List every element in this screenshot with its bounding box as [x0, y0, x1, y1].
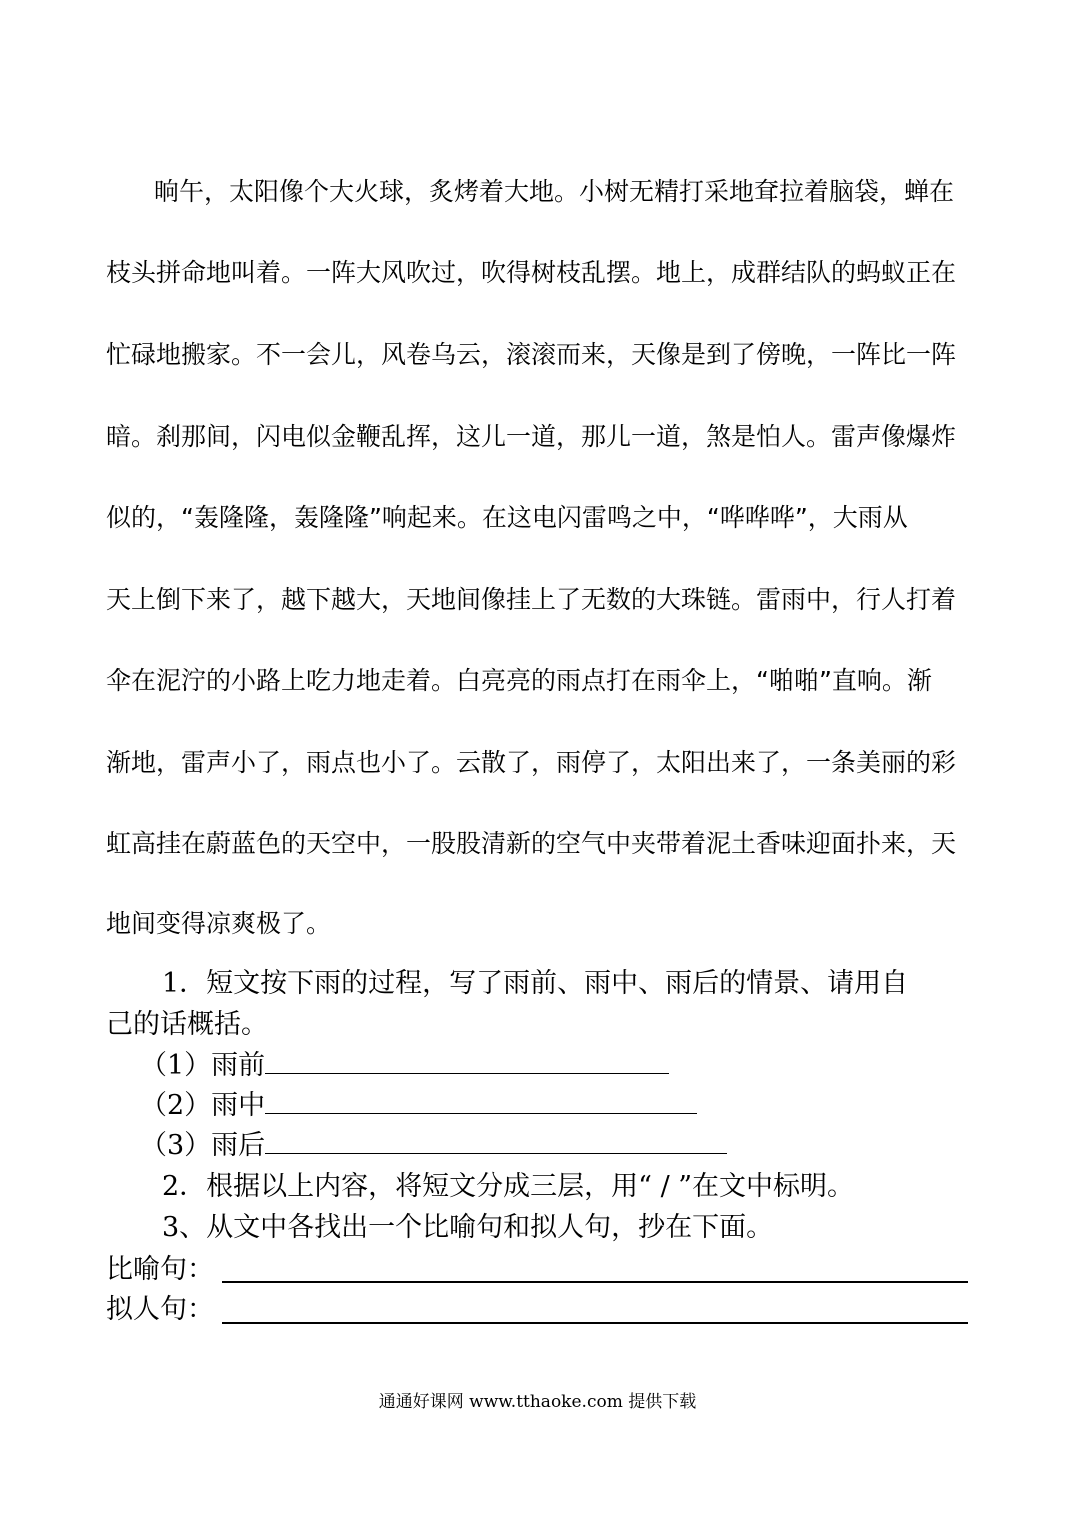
passage-line: 晌午，太阳像个大火球，炙烤着大地。小树无精打采地耷拉着脑袋，蝉在 — [154, 177, 955, 206]
passage-line: 渐地，雷声小了，雨点也小了。云散了，雨停了，太阳出来了，一条美丽的彩 — [106, 748, 957, 777]
personification-label: 拟人句： — [106, 1294, 214, 1325]
sub-2-label: （2）雨中 — [140, 1090, 266, 1121]
passage-line: 暗。刹那间，闪电似金鞭乱挥，这儿一道，那儿一道，煞是怕人。雷声像爆炸 — [106, 422, 957, 451]
answer-blank-before-rain[interactable] — [265, 1051, 669, 1074]
question-2: 2．根据以上内容，将短文分成三层，用“ / ”在文中标明。 — [162, 1171, 855, 1202]
question-1-sub-2 — [140, 1087, 697, 1125]
passage-line: 似的，“轰隆隆，轰隆隆”响起来。在这电闪雷鸣之中，“哗哗哗”，大雨从 — [106, 503, 908, 532]
passage-line: 地间变得凉爽极了。 — [106, 909, 332, 938]
passage-line: 天上倒下来了，越下越大，天地间像挂上了无数的大珠链。雷雨中，行人打着 — [106, 585, 957, 614]
passage-line: 枝头拼命地叫着。一阵大风吹过，吹得树枝乱摆。地上，成群结队的蚂蚁正在 — [106, 258, 957, 287]
sub-1-label: （1）雨前 — [140, 1050, 266, 1081]
question-1-sub-3 — [140, 1127, 727, 1165]
sub-3-label: （3）雨后 — [140, 1130, 266, 1161]
question-1-line-1: 1．短文按下雨的过程，写了雨前、雨中、雨后的情景、请用自 — [162, 968, 909, 999]
simile-answer-line[interactable] — [222, 1281, 968, 1283]
footer-text: 通通好课网 www.tthaoke.com 提供下载 — [378, 1392, 697, 1412]
passage-line: 虹高挂在蔚蓝色的天空中，一股股清新的空气中夹带着泥土香味迎面扑来，天 — [106, 829, 957, 858]
question-1-line-2: 己的话概括。 — [106, 1009, 268, 1040]
passage-line: 伞在泥泞的小路上吃力地走着。白亮亮的雨点打在雨伞上，“啪啪”直响。渐 — [106, 666, 932, 695]
answer-blank-during-rain[interactable] — [265, 1091, 697, 1114]
answer-blank-after-rain[interactable] — [265, 1131, 727, 1154]
simile-label: 比喻句： — [106, 1254, 214, 1285]
passage-line: 忙碌地搬家。不一会儿，风卷乌云，滚滚而来，天像是到了傍晚，一阵比一阵 — [106, 340, 957, 369]
question-1-sub-1 — [140, 1047, 669, 1085]
question-3: 3、从文中各找出一个比喻句和拟人句，抄在下面。 — [162, 1212, 774, 1243]
personification-answer-line[interactable] — [222, 1322, 968, 1324]
